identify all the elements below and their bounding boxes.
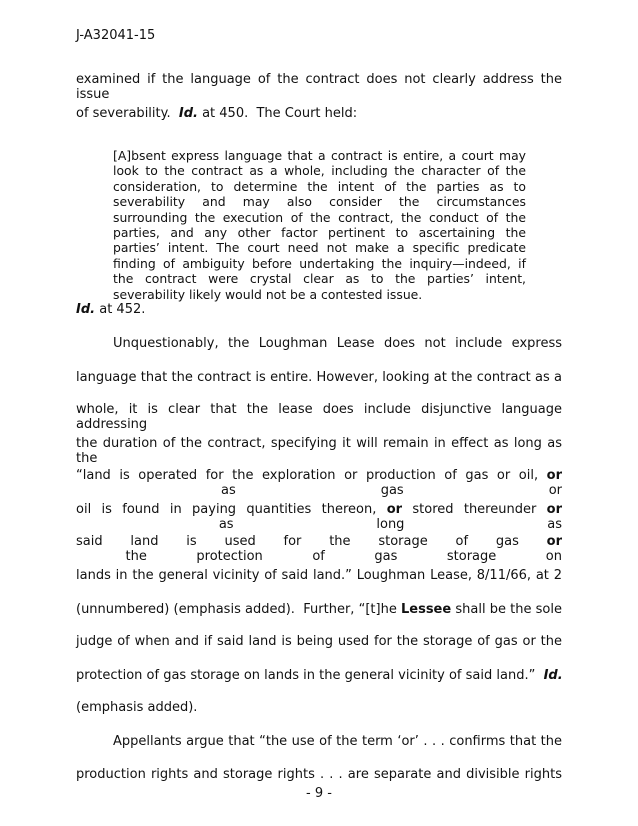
emphasis-lessee: Lessee [400, 602, 452, 617]
body-line: production rights and storage rights . . . are separate and divisible rights [76, 767, 562, 782]
body-line: examined if the language of the contract does not clearly address the issue [76, 72, 562, 102]
body-line [76, 106, 562, 121]
quote-line: parties, and any other factor pertinent to ascertaining the [113, 224, 526, 240]
quote-line: severability and may also consider the circumstances [113, 194, 526, 210]
body-line [76, 602, 562, 617]
emphasis-or: or [546, 468, 562, 483]
citation-id: Id. [76, 302, 96, 317]
body-text: of severability. [76, 106, 179, 121]
body-text: said land is used for the storage of gas [76, 534, 547, 549]
body-text: (unnumbered) (emphasis added). Further, “[t]he [76, 602, 401, 617]
quote-line: severability likely would not be a contested issue. [113, 286, 423, 302]
citation-line [76, 302, 562, 317]
body-line: Unquestionably, the Loughman Lease does not include express [113, 336, 562, 351]
body-line [76, 668, 562, 683]
quote-line: parties’ intent. The court need not make a specific predicate [113, 240, 526, 256]
quote-line: finding of ambiguity before undertaking the inquiry—indeed, if [113, 255, 526, 271]
body-line: the duration of the contract, specifying it will remain in effect as long as the [76, 436, 562, 466]
body-line: judge of when and if said land is being used for the storage of gas or the [76, 634, 562, 649]
body-line: language that the contract is entire. However, looking at the contract as a [76, 370, 562, 385]
body-line: lands in the general vicinity of said land.” Loughman Lease, 8/11/66, at 2 [76, 568, 562, 583]
body-text: as long as [76, 517, 562, 532]
body-line [76, 468, 562, 498]
quote-line: consideration, to determine the intent of the parties as to [113, 178, 526, 194]
body-text: shall be the sole [451, 602, 562, 617]
body-line: (emphasis added). [76, 700, 198, 715]
citation-id: Id. [543, 668, 563, 683]
body-text: the protection of gas storage on [76, 549, 562, 564]
emphasis-or: or [386, 502, 403, 517]
emphasis-or: or [546, 534, 562, 549]
body-text: as gas or [76, 483, 562, 498]
body-line: whole, it is clear that the lease does include disjunctive language addressing [76, 402, 562, 432]
body-line [76, 502, 562, 532]
body-text: at 450. The Court held: [197, 106, 358, 121]
body-line [76, 534, 562, 564]
quote-line: [A]bsent express language that a contract is entire, a court may [113, 148, 526, 163]
quote-line: the contract were crystal clear as to the parties’ intent, [113, 271, 526, 287]
quote-line: look to the contract as a whole, including the character of the [113, 163, 526, 179]
page-number: - 9 - [306, 786, 332, 801]
quote-line: surrounding the execution of the contract, the conduct of the [113, 209, 526, 225]
emphasis-or: or [546, 502, 562, 517]
citation-id: Id. [178, 106, 198, 121]
docket-number: J-A32041-15 [76, 28, 156, 43]
body-text: at 452. [95, 302, 146, 317]
body-text: stored thereunder [402, 502, 547, 517]
body-text: “land is operated for the exploration or production of gas or oil, [76, 468, 547, 483]
block-quote [113, 148, 526, 302]
body-line: Appellants argue that “the use of the term ‘or’ . . . confirms that the [113, 734, 562, 749]
body-text: protection of gas storage on lands in the general vicinity of said land.” [76, 668, 544, 683]
body-text: oil is found in paying quantities thereon, [76, 502, 387, 517]
